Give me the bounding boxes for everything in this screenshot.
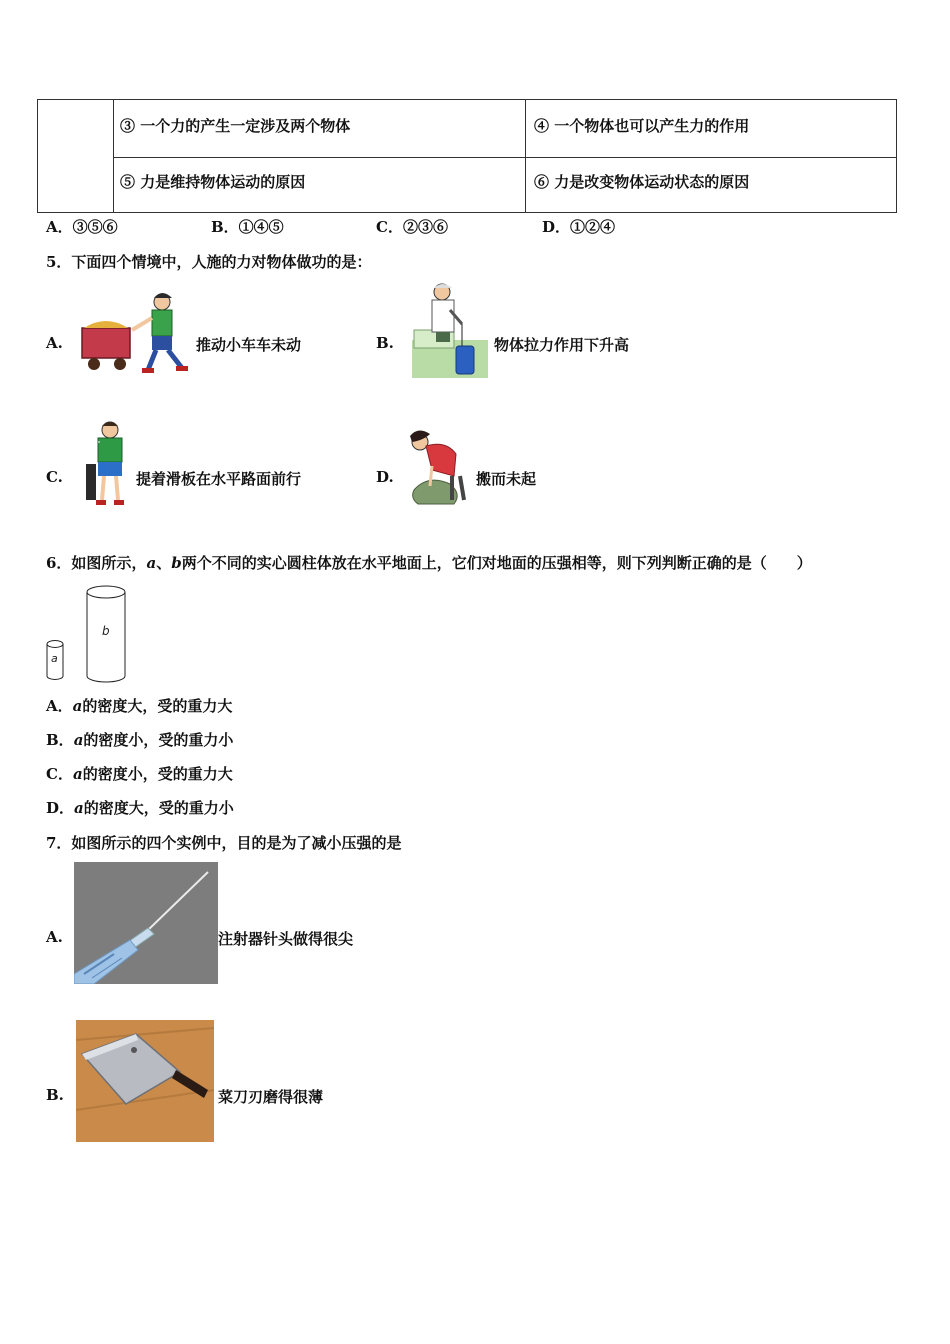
q4-option-b: B．①④⑤ bbox=[211, 218, 284, 236]
q5-option-c-text: 提着滑板在水平路面前行 bbox=[136, 470, 302, 488]
q7-option-a-letter: A. bbox=[46, 928, 63, 946]
table-blank-cell bbox=[38, 100, 114, 212]
q5-option-d-text: 搬而未起 bbox=[476, 470, 537, 488]
q6-option-a-letter: A． bbox=[46, 697, 73, 715]
table-cell-5: ⑤ 力是维持物体运动的原因 bbox=[120, 173, 306, 191]
q6-option-d-letter: D． bbox=[46, 799, 75, 817]
statement-table bbox=[37, 99, 897, 213]
table-divider bbox=[525, 100, 526, 212]
q6-option-a-var: a bbox=[72, 697, 83, 715]
cylinder-a-label: a bbox=[51, 652, 58, 665]
q6-separator: 、 bbox=[156, 554, 172, 572]
q6-var-a: a bbox=[146, 554, 157, 572]
q6-option-c-letter: C． bbox=[46, 765, 73, 783]
q7-stem: 7．如图所示的四个实例中，目的是为了减小压强的是 bbox=[46, 834, 402, 852]
cart-pushing-illustration bbox=[80, 288, 190, 376]
syringe-photo bbox=[74, 862, 218, 984]
q6-option-b-letter: B． bbox=[46, 731, 74, 749]
cylinders-figure bbox=[40, 580, 140, 684]
q6-option-c-text: 的密度小，受的重力大 bbox=[82, 765, 233, 783]
q7-option-a-text: 注射器针头做得很尖 bbox=[218, 930, 354, 948]
lifting-bucket-illustration bbox=[412, 280, 488, 378]
q6-option-b bbox=[46, 729, 233, 750]
q6-option-c bbox=[46, 763, 233, 784]
q6-option-c-var: a bbox=[72, 765, 83, 783]
q7-option-b-text: 菜刀刃磨得很薄 bbox=[218, 1088, 324, 1106]
q6-var-b: b bbox=[171, 554, 182, 572]
table-cell-4: ④ 一个物体也可以产生力的作用 bbox=[534, 117, 750, 135]
q4-option-a: A．③⑤⑥ bbox=[46, 218, 118, 236]
q5-option-a-letter: A. bbox=[46, 334, 63, 352]
q5-option-a-text: 推动小车车未动 bbox=[196, 336, 302, 354]
q5-option-b-text: 物体拉力作用下升高 bbox=[494, 336, 630, 354]
table-cell-3: ③ 一个力的产生一定涉及两个物体 bbox=[120, 117, 351, 135]
q7-option-b-letter: B. bbox=[46, 1086, 64, 1104]
table-row-divider bbox=[113, 157, 896, 158]
q5-option-d-letter: D. bbox=[376, 468, 394, 486]
q6-option-d bbox=[46, 797, 234, 818]
skateboard-carrying-illustration bbox=[82, 420, 138, 508]
q6-stem-prefix: 6．如图所示， bbox=[46, 554, 147, 572]
q5-option-b-letter: B. bbox=[376, 334, 394, 352]
q6-option-d-text: 的密度大，受的重力小 bbox=[83, 799, 234, 817]
cleaver-photo bbox=[76, 1020, 214, 1142]
lifting-rock-illustration bbox=[406, 426, 474, 506]
q5-option-c-letter: C. bbox=[46, 468, 63, 486]
q4-option-c: C．②③⑥ bbox=[376, 218, 448, 236]
q6-option-a bbox=[46, 695, 232, 716]
table-cell-6: ⑥ 力是改变物体运动状态的原因 bbox=[534, 173, 750, 191]
q6-stem-suffix: 两个不同的实心圆柱体放在水平地面上，它们对地面的压强相等，则下列判断正确的是（ ） bbox=[181, 554, 812, 572]
q6-option-b-text: 的密度小，受的重力小 bbox=[83, 731, 234, 749]
q6-option-a-text: 的密度大，受的重力大 bbox=[82, 697, 233, 715]
cylinder-b-label: b bbox=[102, 624, 110, 638]
q6-stem bbox=[46, 552, 812, 573]
q5-stem: 5．下面四个情境中，人施的力对物体做功的是： bbox=[46, 253, 372, 271]
q4-option-d: D．①②④ bbox=[542, 218, 616, 236]
q6-option-b-var: a bbox=[73, 731, 84, 749]
q6-option-d-var: a bbox=[74, 799, 84, 817]
